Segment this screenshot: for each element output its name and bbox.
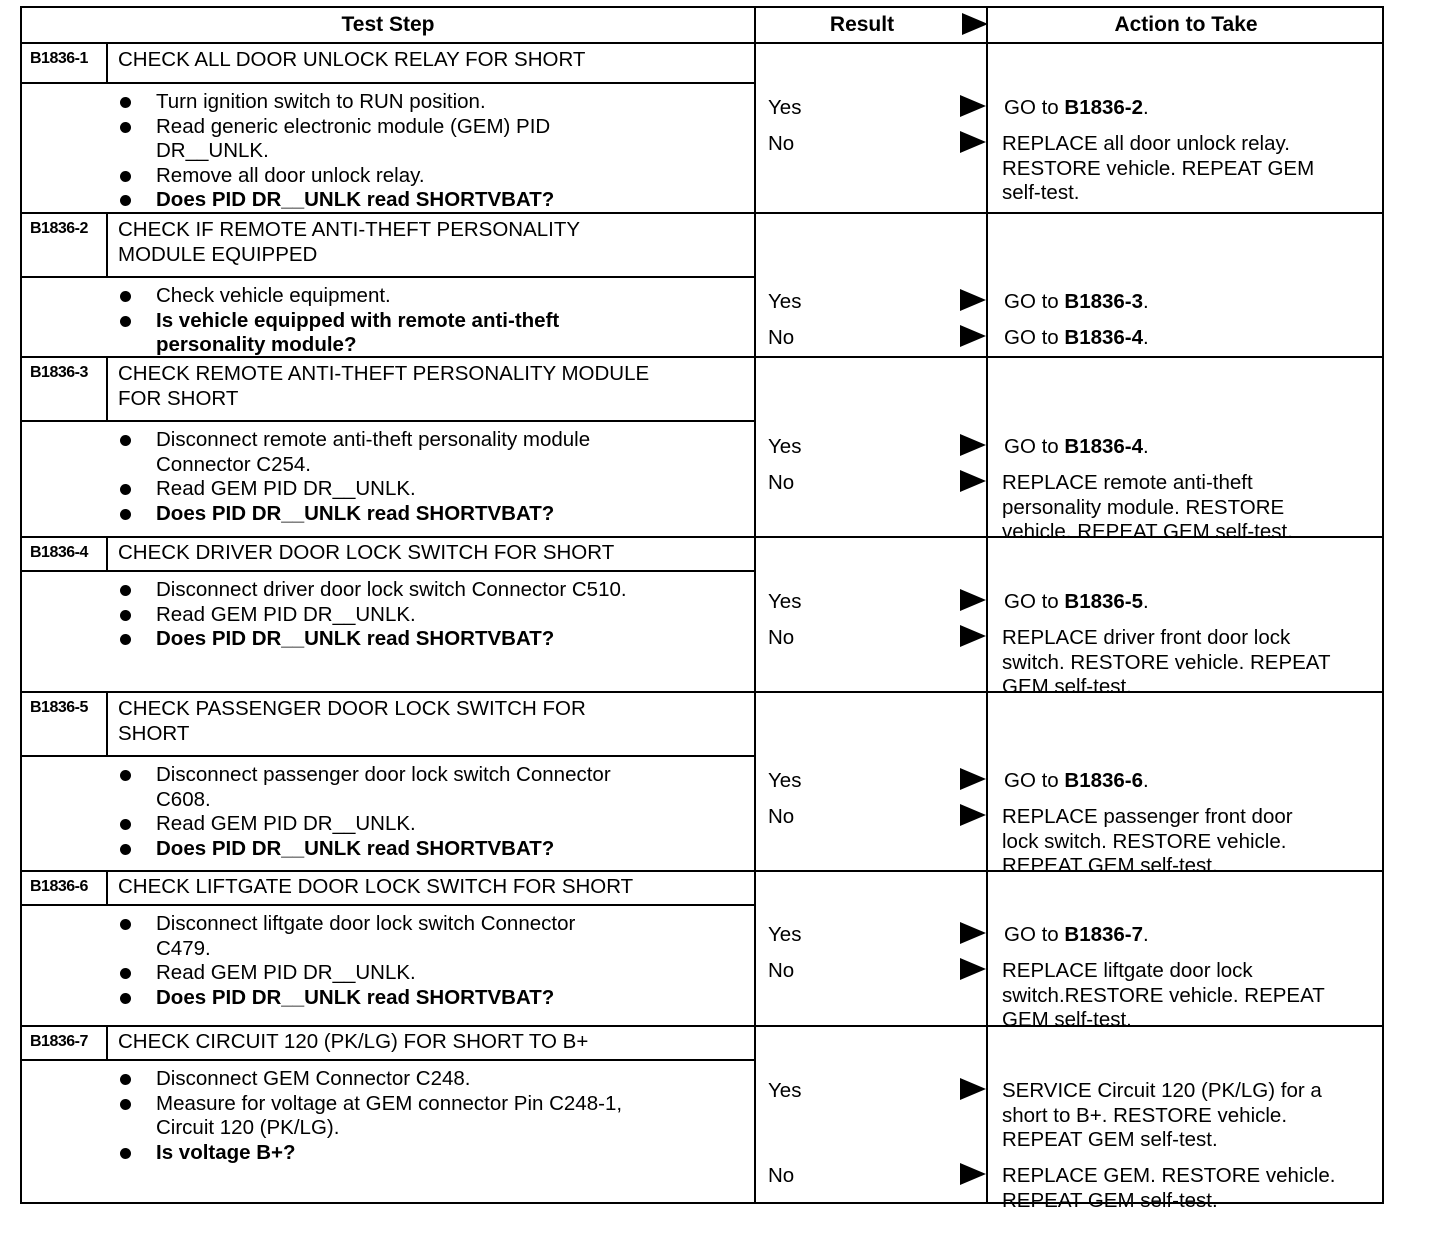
test-instruction-line: Does PID DR__UNLK read SHORTVBAT? [156, 188, 555, 211]
bullet-icon [120, 1099, 131, 1110]
test-instruction-line: Is voltage B+? [156, 1140, 296, 1164]
test-instruction-line: Disconnect remote anti-theft personality module [156, 428, 591, 451]
action-goto-prefix: GO to [1004, 96, 1065, 119]
step-title-line: CHECK CIRCUIT 120 (PK/LG) FOR SHORT TO B+ [118, 1030, 589, 1053]
action-goto-suffix: . [1143, 290, 1149, 313]
bullet-icon [120, 171, 131, 182]
action-goto-prefix: GO to [1004, 590, 1065, 613]
action-goto [1004, 326, 1149, 351]
action-goto-suffix: . [1143, 435, 1149, 458]
action-goto [1004, 96, 1149, 121]
action-line: REPEAT GEM self-test. [1002, 1128, 1218, 1151]
test-instruction-line: C479. [156, 936, 211, 960]
result-label: No [768, 626, 795, 649]
step-title-line: FOR SHORT [118, 386, 239, 410]
code-divider [106, 42, 108, 82]
result-label: Yes [768, 1079, 802, 1102]
action-step-ref[interactable]: B1836-5 [1064, 590, 1144, 613]
action-line: RESTORE vehicle. REPEAT GEM [1002, 156, 1315, 180]
result-arrow-icon [960, 470, 986, 492]
bullet-icon [120, 97, 131, 108]
action-goto-prefix: GO to [1004, 923, 1065, 946]
bullet-icon [120, 1148, 131, 1159]
result-label: Yes [768, 96, 802, 119]
bullet-icon [120, 484, 131, 495]
test-instruction-line: Does PID DR__UNLK read SHORTVBAT? [156, 501, 555, 525]
action-line: REPLACE remote anti-theft [1002, 471, 1253, 494]
test-instruction-line: Is vehicle equipped with remote anti-theft [156, 308, 560, 332]
bullet-icon [120, 291, 131, 302]
test-instruction-line: Does PID DR__UNLK read SHORTVBAT? [156, 985, 555, 1009]
result-arrow-icon [960, 289, 986, 311]
action-line: REPLACE GEM. RESTORE vehicle. [1002, 1164, 1336, 1187]
test-instruction-line: Read generic electronic module (GEM) PID [156, 114, 551, 138]
step-code: B1836-7 [30, 1033, 88, 1050]
title-divider [22, 755, 754, 757]
test-instruction-line: Disconnect GEM Connector C248. [156, 1067, 471, 1090]
action-goto-suffix: . [1143, 769, 1149, 792]
bullet-icon [120, 585, 131, 596]
step-title-line: CHECK REMOTE ANTI-THEFT PERSONALITY MODULE [118, 362, 650, 385]
action-step-ref[interactable]: B1836-4 [1064, 326, 1144, 349]
action-step-ref[interactable]: B1836-2 [1064, 96, 1144, 119]
test-instruction-line: Connector C254. [156, 452, 311, 476]
step-title-line: SHORT [118, 721, 190, 745]
title-divider [22, 82, 754, 84]
action-goto [1004, 435, 1149, 460]
bullet-icon [120, 122, 131, 133]
action-goto-prefix: GO to [1004, 769, 1065, 792]
bullet-icon [120, 195, 131, 206]
test-instruction-line: Does PID DR__UNLK read SHORTVBAT? [156, 836, 555, 860]
action-line: GEM self-test. [1002, 675, 1132, 698]
result-arrow-icon [960, 768, 986, 790]
bullet-icon [120, 968, 131, 979]
action-line: REPLACE all door unlock relay. [1002, 132, 1290, 155]
action-line: lock switch. RESTORE vehicle. [1002, 829, 1287, 853]
bullet-icon [120, 316, 131, 327]
action-line: short to B+. RESTORE vehicle. [1002, 1103, 1288, 1127]
step-code: B1836-3 [30, 364, 88, 381]
test-instruction-line: personality module? [156, 333, 357, 356]
action-line: self-test. [1002, 181, 1080, 204]
code-divider [106, 691, 108, 755]
action-line: GEM self-test. [1002, 1008, 1132, 1031]
action-line: REPEAT GEM self-test. [1002, 1188, 1218, 1212]
test-instruction-line: Disconnect liftgate door lock switch Connector [156, 912, 576, 935]
result-label: No [768, 805, 795, 828]
test-instruction-line: Check vehicle equipment. [156, 284, 391, 307]
test-instruction-line: C608. [156, 787, 211, 811]
header-arrow-icon [962, 13, 988, 35]
action-goto-suffix: . [1143, 923, 1149, 946]
action-line: REPLACE passenger front door [1002, 805, 1293, 828]
code-divider [106, 536, 108, 570]
title-divider [22, 1059, 754, 1061]
action-line: switch.RESTORE vehicle. REPEAT [1002, 983, 1325, 1007]
action-goto-prefix: GO to [1004, 290, 1065, 313]
bullet-icon [120, 993, 131, 1004]
code-divider [106, 212, 108, 276]
test-instruction-line: Read GEM PID DR__UNLK. [156, 477, 416, 500]
action-line: REPLACE driver front door lock [1002, 626, 1291, 649]
action-goto-suffix: . [1143, 326, 1149, 349]
row-divider [22, 356, 1382, 358]
row-divider [22, 691, 1382, 693]
title-divider [22, 904, 754, 906]
action-goto-prefix: GO to [1004, 326, 1065, 349]
test-instruction-line: Remove all door unlock relay. [156, 163, 425, 187]
action-line: REPLACE liftgate door lock [1002, 959, 1253, 982]
result-arrow-icon [960, 958, 986, 980]
step-code: B1836-4 [30, 544, 88, 561]
result-arrow-icon [960, 95, 986, 117]
header-result: Result [829, 13, 895, 36]
action-goto-prefix: GO to [1004, 435, 1065, 458]
bullet-icon [120, 1074, 131, 1085]
header-test-step: Test Step [341, 13, 435, 36]
action-line: switch. RESTORE vehicle. REPEAT [1002, 650, 1331, 674]
bullet-icon [120, 919, 131, 930]
action-goto [1004, 290, 1149, 315]
test-instruction-line: Circuit 120 (PK/LG). [156, 1116, 340, 1139]
row-divider [22, 870, 1382, 872]
test-instruction-line: Turn ignition switch to RUN position. [156, 90, 486, 113]
action-step-ref[interactable]: B1836-6 [1064, 769, 1144, 792]
test-instruction-line: Read GEM PID DR__UNLK. [156, 961, 416, 984]
result-label: No [768, 959, 795, 982]
action-line: personality module. RESTORE [1002, 495, 1285, 519]
code-divider [106, 356, 108, 420]
step-title-line: CHECK IF REMOTE ANTI-THEFT PERSONALITY [118, 218, 581, 241]
action-goto-suffix: . [1143, 590, 1149, 613]
result-label: Yes [768, 435, 802, 458]
test-instruction-line: Read GEM PID DR__UNLK. [156, 812, 416, 835]
test-instruction-line: Read GEM PID DR__UNLK. [156, 602, 416, 626]
result-arrow-icon [960, 625, 986, 647]
divider-result [754, 8, 756, 1202]
title-divider [22, 570, 754, 572]
step-title-line: MODULE EQUIPPED [118, 242, 318, 266]
result-label: No [768, 326, 795, 349]
result-label: Yes [768, 590, 802, 613]
action-line: SERVICE Circuit 120 (PK/LG) for a [1002, 1079, 1322, 1102]
test-instruction-line: Does PID DR__UNLK read SHORTVBAT? [156, 627, 555, 650]
result-arrow-icon [960, 434, 986, 456]
step-code: B1836-5 [30, 699, 88, 716]
bullet-icon [120, 770, 131, 781]
diagnostic-table [20, 6, 1384, 1212]
test-instruction-line: Disconnect passenger door lock switch Connector [156, 763, 611, 786]
divider-action [986, 8, 988, 1202]
action-step-ref[interactable]: B1836-3 [1064, 290, 1144, 313]
result-arrow-icon [960, 325, 986, 347]
result-label: No [768, 1164, 795, 1187]
action-goto [1004, 769, 1149, 794]
result-label: Yes [768, 923, 802, 946]
result-label: No [768, 471, 795, 494]
title-divider [22, 276, 754, 278]
step-title-line: CHECK ALL DOOR UNLOCK RELAY FOR SHORT [118, 48, 586, 71]
action-goto-suffix: . [1143, 96, 1149, 119]
bullet-icon [120, 610, 131, 621]
row-divider [22, 536, 1382, 538]
action-goto [1004, 923, 1149, 948]
row-divider [22, 212, 1382, 214]
test-instruction-line: Disconnect driver door lock switch Connector C510. [156, 578, 627, 601]
step-title-line: CHECK PASSENGER DOOR LOCK SWITCH FOR [118, 697, 586, 720]
header-rule [22, 42, 1382, 44]
bullet-icon [120, 819, 131, 830]
step-title-line: CHECK DRIVER DOOR LOCK SWITCH FOR SHORT [118, 541, 615, 564]
step-code: B1836-6 [30, 878, 88, 895]
result-arrow-icon [960, 922, 986, 944]
result-arrow-icon [960, 804, 986, 826]
result-arrow-icon [960, 1078, 986, 1100]
action-goto [1004, 590, 1149, 615]
header-action: Action to Take [1114, 13, 1258, 36]
step-code: B1836-2 [30, 220, 88, 237]
result-label: Yes [768, 290, 802, 313]
bullet-icon [120, 634, 131, 645]
result-label: Yes [768, 769, 802, 792]
test-instruction-line: Measure for voltage at GEM connector Pin C248-1, [156, 1091, 623, 1115]
row-divider [22, 1025, 1382, 1027]
action-line: vehicle. REPEAT GEM self-test. [1002, 520, 1293, 543]
test-instruction-line: DR__UNLK. [156, 139, 269, 162]
code-divider [106, 1025, 108, 1059]
step-title-line: CHECK LIFTGATE DOOR LOCK SWITCH FOR SHORT [118, 875, 634, 898]
action-line: REPEAT GEM self-test. [1002, 854, 1218, 877]
bullet-icon [120, 435, 131, 446]
action-step-ref[interactable]: B1836-7 [1064, 923, 1144, 946]
action-step-ref[interactable]: B1836-4 [1064, 435, 1144, 458]
bullet-icon [120, 844, 131, 855]
step-code: B1836-1 [30, 50, 88, 67]
result-arrow-icon [960, 1163, 986, 1185]
result-arrow-icon [960, 589, 986, 611]
code-divider [106, 870, 108, 904]
bullet-icon [120, 509, 131, 520]
result-label: No [768, 132, 795, 155]
result-arrow-icon [960, 131, 986, 153]
title-divider [22, 420, 754, 422]
